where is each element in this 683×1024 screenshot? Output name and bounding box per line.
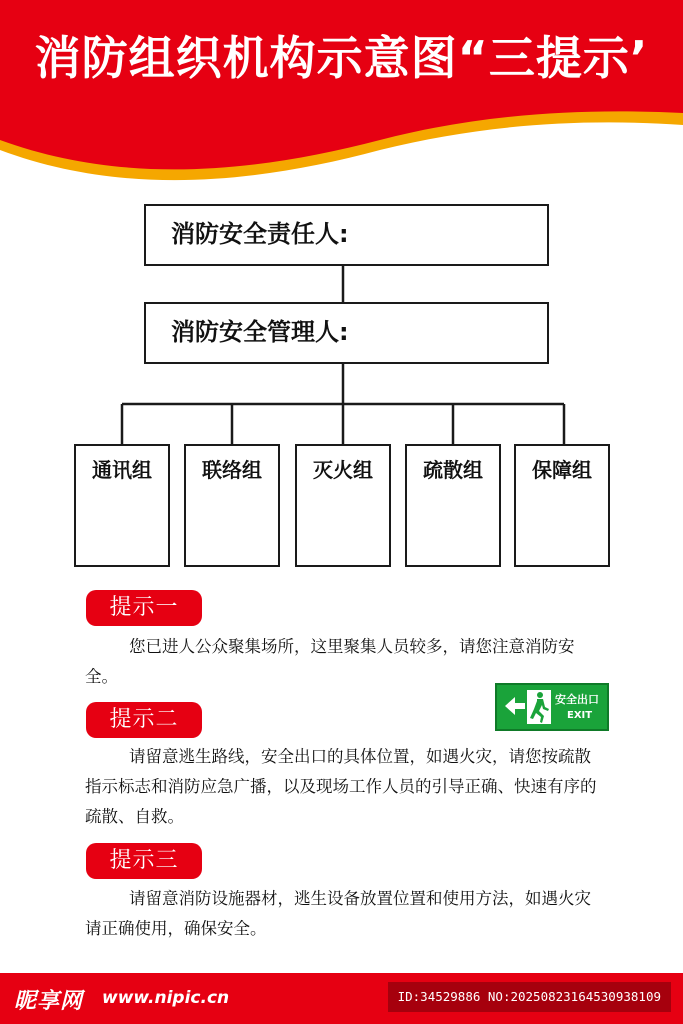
footer-url[interactable]: www.nipic.cn (102, 988, 230, 1008)
group-label: 联络组 (202, 458, 262, 482)
group-box-liaison (184, 444, 280, 567)
exit-figure-icon (499, 685, 555, 729)
group-label: 疏散组 (423, 458, 483, 482)
tip-1-text: 您已进人公众聚集场所，这里聚集人员较多，请您注意消防安全。 (85, 637, 575, 686)
footer-id-badge: ID:34529886 NO:20250823164530938109 (388, 982, 671, 1012)
group-label: 灭火组 (313, 458, 373, 482)
footer-bar (0, 973, 683, 1024)
group-label: 通讯组 (92, 458, 152, 482)
arrow-left-icon (505, 697, 525, 715)
exit-sign (495, 683, 609, 731)
tip-1-badge: 提示一 (86, 590, 202, 626)
tip-2-badge: 提示二 (86, 702, 202, 738)
tip-3-badge: 提示三 (86, 843, 202, 879)
group-box-communication (74, 444, 170, 567)
tip-2-text: 请留意逃生路线，安全出口的具体位置，如遇火灾，请您按疏散指示标志和消防应急广播，以及现场工作人员的引导正确、快速有序的疏散、自救。 (85, 747, 597, 826)
group-box-evacuation (405, 444, 501, 567)
exit-sign-en: EXIT (567, 710, 593, 721)
group-box-firefighting (295, 444, 391, 567)
tip-3-text: 请留意消防设施器材，逃生设备放置位置和使用方法，如遇火灾请正确使用，确保安全。 (85, 889, 591, 938)
footer-logo: 昵享网 (14, 989, 84, 1014)
responsible-person-box (144, 204, 549, 266)
manager-label: 消防安全管理人: (171, 318, 349, 346)
page-title: 消防组织机构示意图“三提示’ (34, 31, 649, 85)
responsible-person-label: 消防安全责任人: (171, 220, 349, 248)
exit-sign-cn: 安全出口 (555, 693, 599, 706)
group-box-support (514, 444, 610, 567)
group-label: 保障组 (532, 458, 592, 482)
manager-box (144, 302, 549, 364)
